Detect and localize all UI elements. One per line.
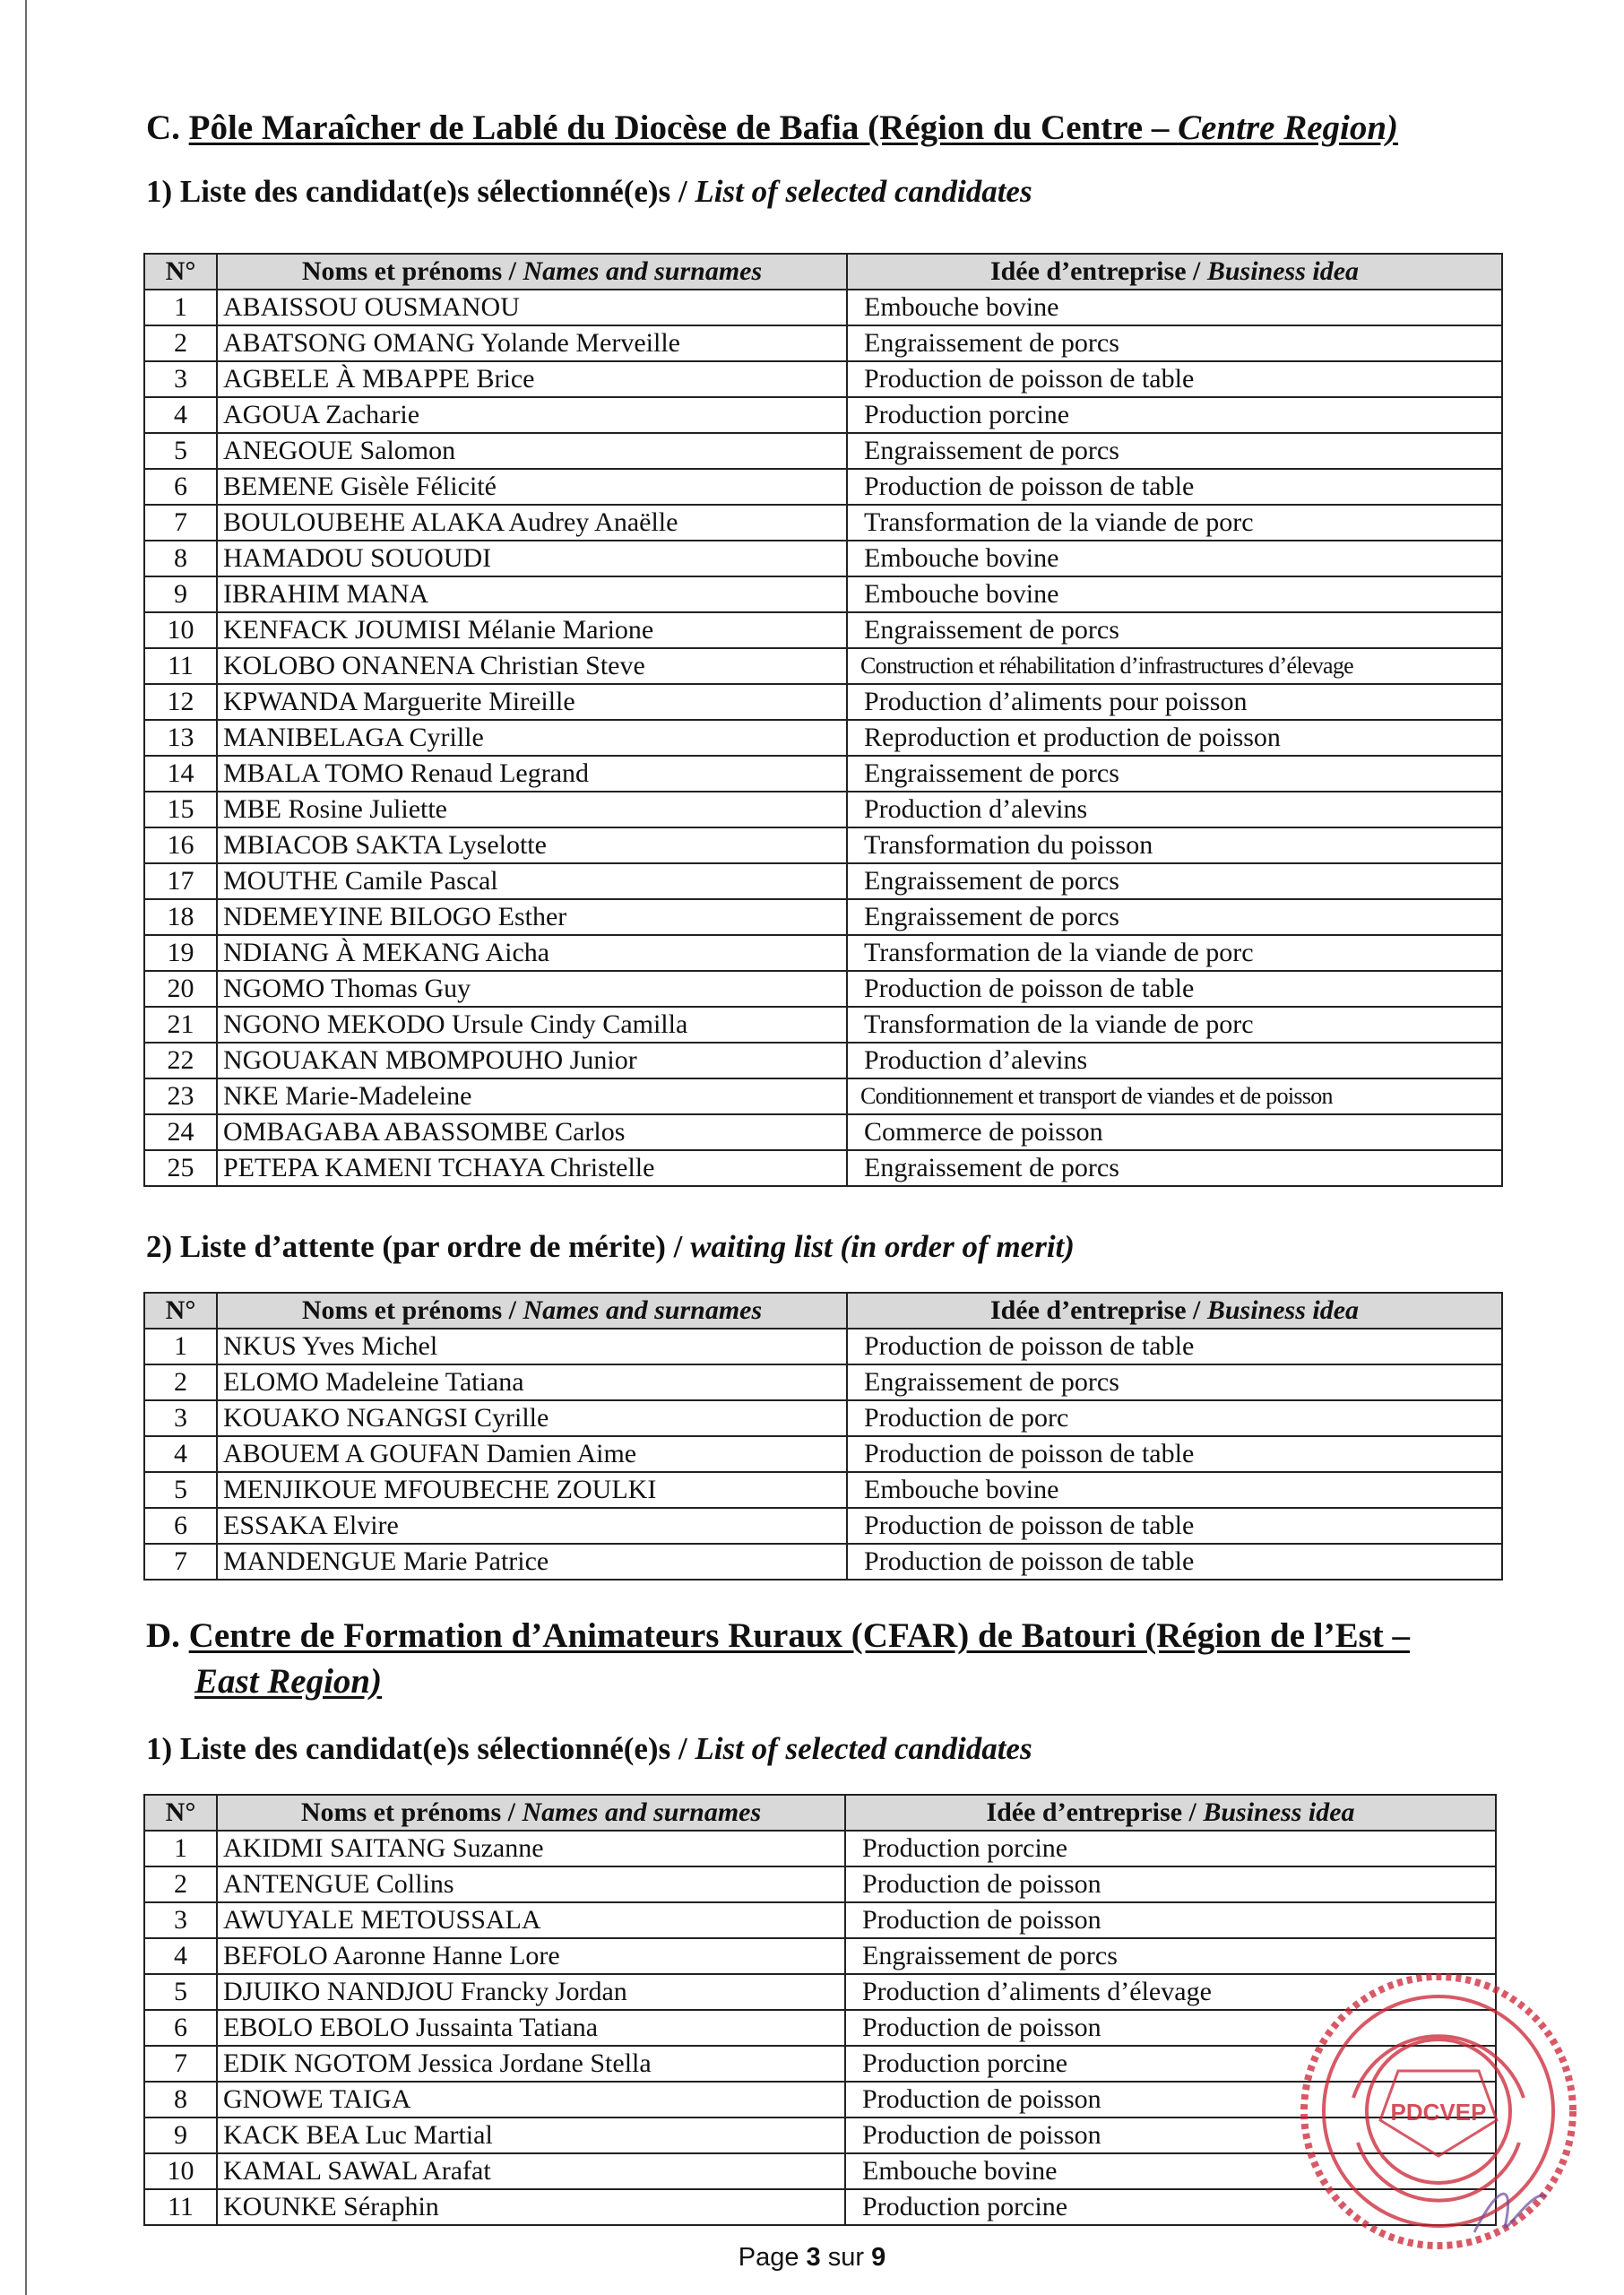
col-num-header: N° [144,1795,217,1831]
business-idea: Engraissement de porcs [847,1364,1502,1400]
row-number: 24 [144,1114,217,1150]
candidate-name: AGBELE À MBAPPE Brice [217,361,847,397]
table-row [144,827,1502,863]
row-number: 7 [144,505,217,541]
row-number: 23 [144,1078,217,1114]
section-c-title: Pôle Maraîcher de Lablé du Diocèse de Bafia (Région du Centre – [188,108,1179,147]
row-number: 16 [144,827,217,863]
business-idea: Embouche bovine [845,2153,1496,2189]
table-row [144,1078,1502,1114]
business-idea: Engraissement de porcs [847,325,1502,361]
table-row [144,397,1502,433]
row-number: 22 [144,1043,217,1078]
business-idea: Production d’alevins [847,1043,1502,1078]
business-idea: Engraissement de porcs [847,899,1502,935]
business-idea: Production porcine [845,2046,1496,2082]
c-selected-table [143,253,1503,1187]
table-header-row [144,1795,1496,1831]
page-total: 9 [871,2243,886,2272]
business-idea: Production de poisson [845,1866,1496,1902]
business-idea: Production d’aliments pour poisson [847,684,1502,720]
business-idea: Production d’alevins [847,792,1502,827]
row-number: 3 [144,361,217,397]
candidate-name: MBE Rosine Juliette [217,792,847,827]
table-row [144,1544,1502,1580]
business-idea: Production de poisson de table [847,1508,1502,1544]
candidate-name: ESSAKA Elvire [217,1508,847,1544]
business-idea: Embouche bovine [847,1472,1502,1508]
row-number: 5 [144,1472,217,1508]
candidate-name: AGOUA Zacharie [217,397,847,433]
business-idea: Production de poisson [845,2010,1496,2046]
candidate-name: NDEMEYINE BILOGO Esther [217,899,847,935]
business-idea: Production de poisson de table [847,971,1502,1007]
stamp-center-text: PDCVEP [1390,2099,1487,2126]
business-idea: Production de poisson [845,2082,1496,2117]
candidate-name: NKUS Yves Michel [217,1329,847,1364]
table-row [144,1902,1496,1938]
business-idea: Embouche bovine [847,290,1502,325]
table-row [144,505,1502,541]
row-number: 25 [144,1150,217,1186]
row-number: 1 [144,290,217,325]
row-number: 5 [144,433,217,469]
table-row [144,1436,1502,1472]
business-idea: Engraissement de porcs [847,863,1502,899]
row-number: 2 [144,325,217,361]
candidate-name: EBOLO EBOLO Jussainta Tatiana [217,2010,845,2046]
row-number: 13 [144,720,217,756]
c-selected-heading: 1) Liste des candidat(e)s sélectionné(e)s / List of selected candidates [146,174,1032,209]
table-row [144,792,1502,827]
col-names-header: Noms et prénoms / Names and surnames [217,1293,847,1329]
business-idea: Production de poisson [845,1902,1496,1938]
section-d-title-en: East Region) [194,1661,383,1701]
row-number: 17 [144,863,217,899]
table-row [144,756,1502,792]
row-number: 2 [144,1364,217,1400]
business-idea: Engraissement de porcs [847,756,1502,792]
row-number: 10 [144,612,217,648]
business-idea: Conditionnement et transport de viandes et de poisson [847,1078,1502,1114]
d-selected-heading: 1) Liste des candidat(e)s sélectionné(e)s / List of selected candidates [146,1731,1032,1766]
section-c-title-en: Centre Region) [1178,108,1399,147]
section-d-title: Centre de Formation d’Animateurs Ruraux (CFAR) de Batouri (Région de l’Est – [188,1616,1411,1655]
business-idea: Production porcine [845,1831,1496,1866]
business-idea: Transformation de la viande de porc [847,505,1502,541]
candidate-name: MBALA TOMO Renaud Legrand [217,756,847,792]
candidate-name: NGONO MEKODO Ursule Cindy Camilla [217,1007,847,1043]
business-idea: Engraissement de porcs [847,1150,1502,1186]
row-number: 18 [144,899,217,935]
table-row [144,1472,1502,1508]
table-row [144,325,1502,361]
candidate-name: OMBAGABA ABASSOMBE Carlos [217,1114,847,1150]
candidate-name: KACK BEA Luc Martial [217,2117,845,2153]
business-idea: Production porcine [847,397,1502,433]
table-row [144,648,1502,684]
row-number: 3 [144,1400,217,1436]
table-row [144,863,1502,899]
candidate-name: IBRAHIM MANA [217,576,847,612]
table-row [144,1508,1502,1544]
table-row [144,1866,1496,1902]
col-names-header: Noms et prénoms / Names and surnames [217,254,847,290]
row-number: 11 [144,2189,217,2225]
business-idea: Construction et réhabilitation d’infrastructures d’élevage [847,648,1502,684]
section-d-letter: D. [146,1616,180,1655]
col-idea-header: Idée d’entreprise / Business idea [845,1795,1496,1831]
candidate-name: NGOMO Thomas Guy [217,971,847,1007]
business-idea: Embouche bovine [847,576,1502,612]
row-number: 5 [144,1974,217,2010]
business-idea: Engraissement de porcs [847,612,1502,648]
candidate-name: KOLOBO ONANENA Christian Steve [217,648,847,684]
official-stamp-icon [1291,1963,1586,2259]
col-idea-header: Idée d’entreprise / Business idea [847,254,1502,290]
candidate-name: MANIBELAGA Cyrille [217,720,847,756]
table-row [144,576,1502,612]
row-number: 9 [144,2117,217,2153]
row-number: 19 [144,935,217,971]
row-number: 10 [144,2153,217,2189]
row-number: 4 [144,1436,217,1472]
business-idea: Reproduction et production de poisson [847,720,1502,756]
candidate-name: ABATSONG OMANG Yolande Merveille [217,325,847,361]
candidate-name: HAMADOU SOUOUDI [217,541,847,576]
candidate-name: BEMENE Gisèle Félicité [217,469,847,505]
table-row [144,612,1502,648]
row-number: 7 [144,2046,217,2082]
c-waiting-table [143,1292,1503,1581]
table-row [144,1150,1502,1186]
candidate-name: MANDENGUE Marie Patrice [217,1544,847,1580]
candidate-name: PETEPA KAMENI TCHAYA Christelle [217,1150,847,1186]
row-number: 9 [144,576,217,612]
business-idea: Transformation du poisson [847,827,1502,863]
candidate-name: GNOWE TAIGA [217,2082,845,2117]
candidate-name: AKIDMI SAITANG Suzanne [217,1831,845,1866]
table-row [144,290,1502,325]
business-idea: Embouche bovine [847,541,1502,576]
row-number: 2 [144,1866,217,1902]
table-header-row [144,254,1502,290]
candidate-name: MOUTHE Camile Pascal [217,863,847,899]
business-idea: Production de poisson de table [847,361,1502,397]
candidate-name: ABAISSOU OUSMANOU [217,290,847,325]
section-c-letter: C. [146,108,180,147]
table-row [144,684,1502,720]
table-row [144,1043,1502,1078]
candidate-name: KAMAL SAWAL Arafat [217,2153,845,2189]
section-d-heading [146,1614,1544,1704]
row-number: 3 [144,1902,217,1938]
table-row [144,1400,1502,1436]
candidate-name: BOULOUBEHE ALAKA Audrey Anaëlle [217,505,847,541]
section-c-heading [146,106,1398,152]
candidate-name: BEFOLO Aaronne Hanne Lore [217,1938,845,1974]
row-number: 8 [144,541,217,576]
row-number: 15 [144,792,217,827]
candidate-name: DJUIKO NANDJOU Francky Jordan [217,1974,845,2010]
table-row [144,1007,1502,1043]
candidate-name: KENFACK JOUMISI Mélanie Marione [217,612,847,648]
business-idea: Production de poisson [845,2117,1496,2153]
business-idea: Production de porc [847,1400,1502,1436]
candidate-name: MBIACOB SAKTA Lyselotte [217,827,847,863]
candidate-name: AWUYALE METOUSSALA [217,1902,845,1938]
row-number: 11 [144,648,217,684]
table-header-row [144,1293,1502,1329]
row-number: 7 [144,1544,217,1580]
candidate-name: ELOMO Madeleine Tatiana [217,1364,847,1400]
row-number: 14 [144,756,217,792]
table-row [144,1329,1502,1364]
business-idea: Transformation de la viande de porc [847,1007,1502,1043]
table-row [144,971,1502,1007]
col-idea-header: Idée d’entreprise / Business idea [847,1293,1502,1329]
business-idea: Production de poisson de table [847,1436,1502,1472]
candidate-name: ANEGOUE Salomon [217,433,847,469]
table-row [144,1831,1496,1866]
business-idea: Transformation de la viande de porc [847,935,1502,971]
page-current: 3 [806,2243,821,2272]
business-idea: Production de poisson de table [847,469,1502,505]
candidate-name: NDIANG À MEKANG Aicha [217,935,847,971]
business-idea: Commerce de poisson [847,1114,1502,1150]
row-number: 21 [144,1007,217,1043]
candidate-name: KPWANDA Marguerite Mireille [217,684,847,720]
candidate-name: MENJIKOUE MFOUBECHE ZOULKI [217,1472,847,1508]
table-row [144,720,1502,756]
business-idea: Production d’aliments d’élevage [845,1974,1496,2010]
row-number: 1 [144,1831,217,1866]
candidate-name: ANTENGUE Collins [217,1866,845,1902]
business-idea: Engraissement de porcs [845,1938,1496,1974]
table-row [144,1364,1502,1400]
row-number: 6 [144,1508,217,1544]
row-number: 12 [144,684,217,720]
row-number: 4 [144,1938,217,1974]
table-row [144,935,1502,971]
table-row [144,469,1502,505]
table-row [144,541,1502,576]
col-num-header: N° [144,1293,217,1329]
row-number: 1 [144,1329,217,1364]
business-idea: Engraissement de porcs [847,433,1502,469]
candidate-name: ABOUEM A GOUFAN Damien Aime [217,1436,847,1472]
row-number: 8 [144,2082,217,2117]
margin-line [25,0,27,2295]
row-number: 6 [144,2010,217,2046]
table-row [144,1114,1502,1150]
table-row [144,361,1502,397]
row-number: 4 [144,397,217,433]
table-row [144,433,1502,469]
candidate-name: KOUNKE Séraphin [217,2189,845,2225]
row-number: 6 [144,469,217,505]
candidate-name: NGOUAKAN MBOMPOUHO Junior [217,1043,847,1078]
candidate-name: EDIK NGOTOM Jessica Jordane Stella [217,2046,845,2082]
page-footer: Page 3 sur 9 [738,2243,886,2272]
table-row [144,899,1502,935]
c-waiting-heading: 2) Liste d’attente (par ordre de mérite) / waiting list (in order of merit) [146,1229,1075,1264]
row-number: 20 [144,971,217,1007]
business-idea: Production de poisson de table [847,1544,1502,1580]
business-idea: Production de poisson de table [847,1329,1502,1364]
business-idea: Production porcine [845,2189,1496,2225]
candidate-name: NKE Marie-Madeleine [217,1078,847,1114]
candidate-name: KOUAKO NGANGSI Cyrille [217,1400,847,1436]
col-num-header: N° [144,254,217,290]
col-names-header: Noms et prénoms / Names and surnames [217,1795,845,1831]
